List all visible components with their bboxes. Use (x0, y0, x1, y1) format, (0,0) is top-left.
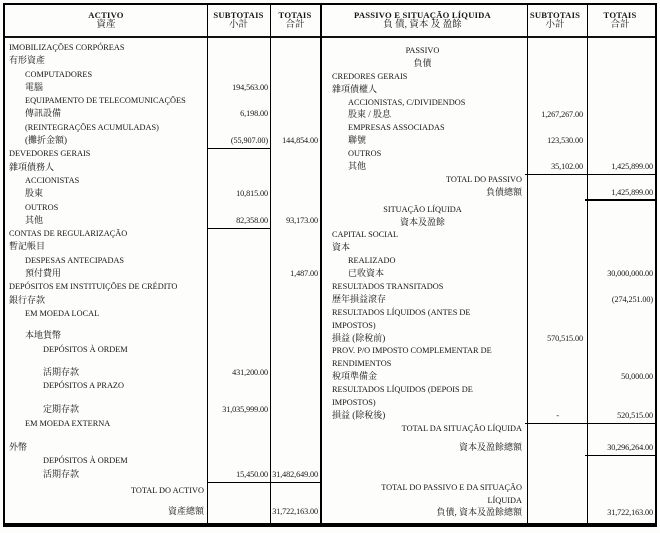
total-value (585, 256, 655, 269)
right-line-2 (320, 72, 655, 85)
line-label: EM MOEDA LOCAL (25, 308, 100, 318)
total-value (585, 46, 655, 59)
line-label: DESPESAS ANTECIPADAS (25, 255, 125, 265)
subtotal-value (207, 242, 270, 255)
totais-header-right-zh: 合計 (610, 20, 630, 31)
subtotal-value (207, 123, 270, 136)
line-label: 負債, 資本及盈餘總額 (436, 507, 522, 518)
column-divider (587, 5, 588, 523)
subtotal-value (525, 72, 585, 85)
left-line-10 (5, 176, 320, 189)
left-line-7 (5, 136, 320, 149)
line-label: RESULTADOS LÍQUIDOS (DEPOIS DE (332, 385, 473, 395)
left-line-8 (5, 149, 320, 162)
total-value (270, 96, 320, 109)
line-label: 負債總額 (485, 186, 522, 197)
total-value (585, 321, 655, 334)
totais-header-right-pt: TOTAIS (603, 9, 637, 20)
subtotal-value: 570,515.00 (547, 333, 583, 343)
total-value (270, 282, 320, 295)
line-label: DEPÓSITOS EM INSTITUIÇÕES DE CRÉDITO (9, 282, 178, 292)
column-divider (320, 5, 322, 523)
left-line-37 (5, 507, 320, 520)
left-line-23 (5, 345, 320, 358)
total-value (270, 443, 320, 456)
subtotal-value (207, 486, 270, 499)
line-label: LÍQUIDA (487, 495, 522, 505)
total-value: 1,487.00 (290, 269, 318, 279)
line-label: SITUAÇÃO LÍQUIDA (383, 204, 462, 214)
right-line-34 (320, 483, 655, 496)
line-label: IMPOSTOS) (332, 320, 376, 330)
subtotal-value (525, 346, 585, 359)
left-line-11 (5, 189, 320, 202)
left-line-30 (5, 432, 320, 443)
total-value (270, 149, 320, 162)
right-line-22 (320, 321, 655, 334)
left-line-28 (5, 405, 320, 418)
passivo-header-zh: 負 債, 資本 及 盈餘 (383, 20, 462, 31)
total-value (270, 123, 320, 136)
line-label: COMPUTADORES (25, 69, 93, 79)
left-line-25 (5, 368, 320, 381)
total-value (585, 205, 655, 218)
line-label: 有形資產 (9, 55, 46, 66)
line-label: 活期存款 (43, 366, 80, 377)
subtotal-value (207, 176, 270, 189)
subtotal-value (525, 218, 585, 231)
right-line-20 (320, 295, 655, 308)
total-value: 31,482,649.00 (270, 470, 320, 483)
right-line-23 (320, 334, 655, 347)
table-body (5, 38, 655, 523)
subtotal-value: 123,530.00 (547, 136, 583, 146)
total-value: 31,722,163.00 (607, 508, 653, 518)
column-divider (527, 5, 528, 523)
line-label: OUTROS (348, 149, 382, 159)
left-line-2 (5, 70, 320, 83)
subtotal-value (207, 269, 270, 282)
left-line-12 (5, 203, 320, 216)
right-line-30 (320, 424, 655, 437)
right-line-24 (320, 346, 655, 359)
line-label: DEVEDORES GERAIS (9, 149, 91, 159)
total-value (270, 242, 320, 255)
subtotal-value (525, 98, 585, 111)
subtotal-value: 82,358.00 (207, 216, 270, 229)
total-value (585, 218, 655, 231)
balance-sheet-table (3, 3, 657, 527)
line-label: 股東 / 股息 (348, 109, 392, 120)
left-line-26 (5, 381, 320, 394)
line-label: 歷年損益滾存 (332, 293, 387, 304)
total-value: 1,425,899.00 (585, 188, 655, 201)
activo-header-pt: ACTIVO (88, 9, 124, 20)
line-label: 其他 (25, 214, 44, 225)
subtotal-value (207, 331, 270, 344)
total-value (270, 419, 320, 432)
subtotal-value: 6,198.00 (240, 109, 268, 119)
table-header-row (5, 5, 655, 38)
subtotal-value (207, 70, 270, 83)
right-line-14 (320, 218, 655, 231)
subtotais-header-left-zh: 小計 (228, 20, 248, 31)
total-value (585, 424, 655, 437)
subtotal-value (207, 282, 270, 295)
total-value: 93,173.00 (286, 215, 318, 225)
line-label: RENDIMENTOS (332, 359, 392, 369)
activo-column-body (5, 38, 320, 523)
line-label: IMPOSTOS) (332, 398, 376, 408)
subtotal-value (207, 345, 270, 358)
subtotal-value: 31,035,999.00 (222, 405, 268, 415)
activo-header (5, 5, 207, 36)
totais-header-left-zh: 合計 (285, 20, 305, 31)
line-label: CONTAS DE REGULARIZAÇÃO (9, 229, 128, 239)
line-label: EM MOEDA EXTERNA (25, 418, 111, 428)
line-label: TOTAL DO ACTIVO (130, 485, 204, 495)
subtotal-value (207, 163, 270, 176)
total-value (270, 381, 320, 394)
subtotal-value (207, 381, 270, 394)
total-value (270, 189, 320, 202)
total-value (270, 56, 320, 69)
line-label: 負債 (413, 57, 432, 68)
line-label: TOTAL DA SITUAÇÃO LÍQUIDA (401, 423, 522, 433)
line-label: DEPÓSITOS À ORDEM (43, 344, 128, 354)
subtotal-value (207, 456, 270, 469)
line-label: 雜項債權人 (332, 83, 378, 94)
column-divider (270, 5, 271, 523)
total-value: 30,000,000.00 (607, 269, 653, 279)
subtotais-header-right (525, 5, 585, 36)
left-line-0 (5, 43, 320, 56)
total-value (585, 85, 655, 98)
total-value (270, 368, 320, 381)
subtotal-value (525, 359, 585, 372)
line-label: 資本及盈餘 (399, 216, 445, 227)
subtotal-value (207, 43, 270, 56)
left-line-5 (5, 109, 320, 122)
line-label: 銀行存款 (9, 294, 46, 305)
line-label: ACCIONISTAS (25, 175, 80, 185)
subtotal-value (525, 205, 585, 218)
subtotal-value: (55,907.00) (207, 136, 270, 149)
subtotal-value (525, 321, 585, 334)
subtotal-value: 194,563.00 (232, 82, 268, 92)
subtotais-header-left-pt: SUBTOTAIS (213, 9, 264, 20)
line-label: 雜項債務人 (9, 161, 55, 172)
right-line-26 (320, 372, 655, 385)
right-line-28 (320, 398, 655, 411)
left-line-19 (5, 296, 320, 309)
line-label: OUTROS (25, 202, 59, 212)
line-label: 傳訊設備 (25, 108, 62, 119)
total-value (585, 175, 655, 188)
left-line-1 (5, 56, 320, 69)
subtotal-value (525, 308, 585, 321)
subtotal-value: 1,267,267.00 (541, 110, 583, 120)
right-line-1 (320, 59, 655, 72)
total-value (270, 176, 320, 189)
left-line-3 (5, 83, 320, 96)
total-value (585, 110, 655, 123)
subtotal-value (525, 269, 585, 282)
line-label: IMOBILIZAÇÕES CORPÓREAS (9, 43, 125, 52)
line-label: DEPÓSITOS À ORDEM (43, 456, 128, 466)
line-label: CAPITAL SOCIAL (332, 230, 399, 240)
right-line-6 (320, 123, 655, 136)
line-label: EMPRESAS ASSOCIADAS (348, 123, 445, 133)
line-label: 已收資本 (348, 268, 385, 279)
right-line-7 (320, 136, 655, 149)
left-line-33 (5, 470, 320, 483)
subtotais-header-right-pt: SUBTOTAIS (529, 9, 581, 20)
line-label: 損益 (除稅前) (332, 332, 386, 343)
subtotal-value (207, 203, 270, 216)
line-label: RESULTADOS TRANSITADOS (332, 282, 444, 292)
passivo-column-body (320, 38, 655, 523)
subtotal-value (525, 123, 585, 136)
subtotal-value (525, 398, 585, 411)
total-value (585, 496, 655, 509)
subtotal-value (207, 296, 270, 309)
total-value (585, 308, 655, 321)
line-label: PROV. P/O IMPOSTO COMPLEMENTAR DE (332, 346, 492, 356)
line-label: CREDORES GERAIS (332, 71, 408, 81)
line-label: 損益 (除稅後) (332, 409, 386, 420)
total-value (585, 398, 655, 411)
right-line-27 (320, 385, 655, 398)
subtotal-value (525, 188, 585, 201)
total-value (270, 70, 320, 83)
subtotal-value (207, 507, 270, 520)
total-value (270, 296, 320, 309)
right-line-8 (320, 149, 655, 162)
line-label: 資本及盈餘總額 (458, 441, 522, 452)
totais-header-left-pt: TOTAIS (278, 9, 312, 20)
subtotal-value (207, 56, 270, 69)
line-label: TOTAL DO PASSIVO E DA SITUAÇÃO (381, 482, 522, 492)
total-value (270, 203, 320, 216)
line-label: 資產總額 (167, 506, 204, 517)
total-value (270, 109, 320, 122)
total-value: 1,425,899.00 (585, 162, 655, 175)
total-value (270, 163, 320, 176)
subtotal-value: 10,815.00 (236, 189, 268, 199)
subtotal-value (525, 230, 585, 243)
left-line-22 (5, 331, 320, 344)
subtotal-value: - (525, 411, 585, 424)
line-label: 預付費用 (25, 268, 62, 279)
right-line-29 (320, 411, 655, 424)
right-line-16 (320, 243, 655, 256)
right-line-0 (320, 46, 655, 59)
subtotal-value (207, 149, 270, 162)
left-line-18 (5, 282, 320, 295)
right-line-5 (320, 110, 655, 123)
line-label: 稅項準備金 (332, 371, 378, 382)
total-value (270, 309, 320, 322)
left-line-35 (5, 486, 320, 499)
subtotal-value (525, 443, 585, 456)
subtotal-value: 15,450.00 (207, 470, 270, 483)
subtotal-value (525, 295, 585, 308)
subtotal-value (525, 372, 585, 385)
right-line-3 (320, 85, 655, 98)
total-value: 520,515.00 (585, 411, 655, 424)
total-value (585, 346, 655, 359)
total-value (270, 83, 320, 96)
total-value (585, 98, 655, 111)
right-line-18 (320, 269, 655, 282)
totais-header-left (270, 5, 320, 36)
column-divider (207, 5, 208, 523)
total-value (270, 456, 320, 469)
total-value: 31,722,163.00 (272, 507, 318, 517)
line-label: RESULTADOS LÍQUIDOS (ANTES DE (332, 307, 471, 317)
line-label: PASSIVO (405, 46, 440, 55)
left-line-32 (5, 456, 320, 469)
total-value (270, 256, 320, 269)
line-label: (攤折金額) (25, 135, 67, 146)
total-value (270, 345, 320, 358)
line-label: 聯號 (348, 135, 367, 146)
line-label: ACCIONISTAS, C/DIVIDENDOS (348, 97, 466, 107)
right-line-36 (320, 508, 655, 521)
line-label: 外幣 (9, 442, 28, 453)
total-value (585, 243, 655, 256)
subtotal-value (525, 175, 585, 188)
line-label: DEPÓSITOS A PRAZO (43, 381, 124, 391)
subtotal-value: 431,200.00 (232, 367, 268, 377)
line-label: REALIZADO (348, 256, 396, 266)
left-line-9 (5, 163, 320, 176)
total-value: (274,251.00) (611, 294, 653, 304)
activo-header-zh: 資產 (96, 20, 116, 31)
left-line-17 (5, 269, 320, 282)
total-value (585, 334, 655, 347)
subtotal-value (525, 508, 585, 521)
right-line-15 (320, 230, 655, 243)
line-label: 定期存款 (43, 404, 80, 415)
right-line-10 (320, 175, 655, 188)
total-value (585, 72, 655, 85)
total-value (585, 149, 655, 162)
total-value: 30,296,264.00 (585, 443, 655, 456)
subtotais-header-left (207, 5, 270, 36)
subtotal-value: 35,102.00 (525, 162, 585, 175)
total-value (585, 359, 655, 372)
left-line-14 (5, 229, 320, 242)
subtotal-value (207, 419, 270, 432)
left-line-31 (5, 443, 320, 456)
total-value (585, 123, 655, 136)
subtotal-value (207, 96, 270, 109)
subtotal-value (525, 385, 585, 398)
right-line-32 (320, 443, 655, 456)
subtotal-value (207, 229, 270, 242)
left-line-13 (5, 216, 320, 229)
subtotais-header-right-zh: 小計 (545, 20, 565, 31)
total-value (270, 331, 320, 344)
total-value (585, 483, 655, 496)
subtotal-value (525, 59, 585, 72)
line-label: 本地貨幣 (25, 330, 62, 341)
right-line-9 (320, 162, 655, 175)
total-value: 144,854.00 (282, 136, 318, 146)
subtotal-value (525, 424, 585, 437)
total-value (270, 486, 320, 499)
subtotal-value (525, 85, 585, 98)
total-value (585, 59, 655, 72)
totais-header-right (585, 5, 655, 36)
passivo-header-pt: PASSIVO E SITUAÇÃO LÍQUIDA (354, 9, 491, 20)
total-value (585, 282, 655, 295)
line-label: 電腦 (25, 81, 44, 92)
left-line-36 (5, 499, 320, 507)
total-value (585, 385, 655, 398)
total-value: 50,000.00 (621, 372, 653, 382)
line-label: 暫記帳目 (9, 241, 46, 252)
line-label: 資本 (332, 242, 351, 253)
right-line-11 (320, 188, 655, 201)
passivo-header (320, 5, 525, 36)
total-value (270, 229, 320, 242)
right-line-33 (320, 456, 655, 483)
subtotal-value (525, 282, 585, 295)
left-line-29 (5, 419, 320, 432)
line-label: TOTAL DO PASSIVO (445, 174, 522, 184)
right-line-19 (320, 282, 655, 295)
right-line-21 (320, 308, 655, 321)
subtotal-value (207, 256, 270, 269)
line-label: EQUIPAMENTO DE TELECOMUNICAÇÕES (25, 96, 186, 106)
line-label: 股東 (25, 188, 44, 199)
right-line-13 (320, 205, 655, 218)
total-value (270, 43, 320, 56)
subtotal-value (525, 256, 585, 269)
subtotal-value (525, 243, 585, 256)
subtotal-value (207, 443, 270, 456)
subtotal-value (525, 46, 585, 59)
line-label: 活期存款 (43, 468, 80, 479)
subtotal-value (525, 496, 585, 509)
total-value (270, 405, 320, 418)
subtotal-value (207, 309, 270, 322)
left-line-15 (5, 242, 320, 255)
total-value (585, 230, 655, 243)
line-label: (REINTEGRAÇÕES ACUMULADAS) (25, 122, 159, 132)
subtotal-value (525, 483, 585, 496)
total-value (585, 136, 655, 149)
subtotal-value (525, 149, 585, 162)
left-line-20 (5, 309, 320, 322)
line-label: 其他 (348, 161, 367, 172)
